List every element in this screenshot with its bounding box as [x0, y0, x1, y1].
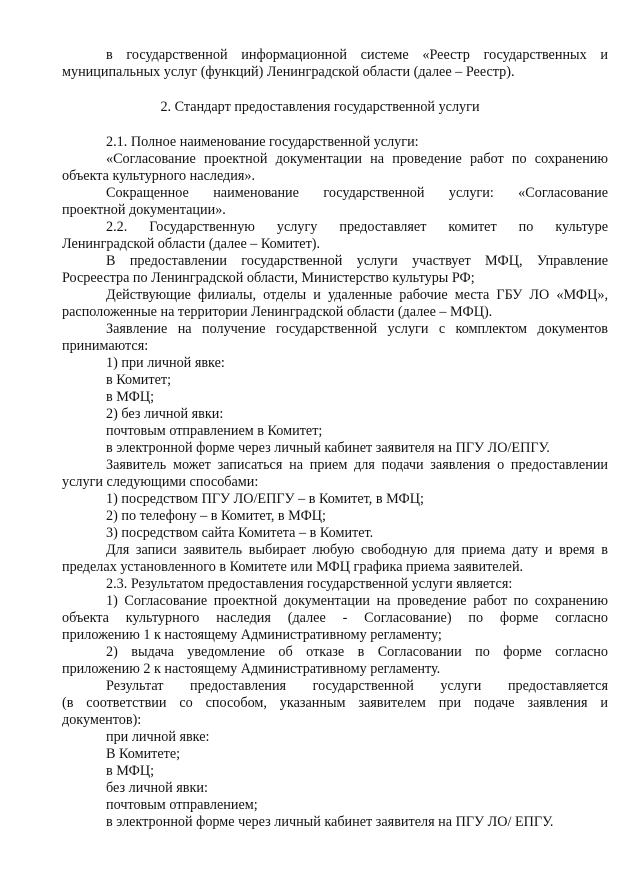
text-line: Ленинградской области (далее – Комитет).: [62, 236, 321, 252]
text-line: в МФЦ;: [106, 763, 155, 779]
text-line: в электронной форме через личный кабинет заявителя на ПГУ ЛО/ЕПГУ.: [106, 440, 550, 456]
text-line: Росреестра по Ленинградской области, Министерство культуры РФ;: [62, 270, 475, 286]
text-line: 3) посредством сайта Комитета – в Комитет.: [106, 525, 374, 541]
text-line: Для записи заявитель выбирает любую свободную для приема дату и время в: [106, 542, 608, 558]
text-line: муниципальных услуг (функций) Ленинградской области (далее – Реестр).: [62, 64, 515, 80]
text-line: Заявитель может записаться на прием для подачи заявления о предоставлении: [106, 457, 608, 473]
text-line: 1) при личной явке:: [106, 355, 225, 371]
text-line: пределах установленного в Комитете или МФЦ графика приема заявителей.: [62, 559, 524, 575]
text-line: Действующие филиалы, отделы и удаленные рабочие места ГБУ ЛО «МФЦ»,: [106, 287, 608, 303]
text-line: в МФЦ;: [106, 389, 155, 405]
text-line: без личной явки:: [106, 780, 208, 796]
text-line: «Согласование проектной документации на проведение работ по сохранению: [106, 151, 608, 167]
text-line: услуги следующими способами:: [62, 474, 259, 490]
text-line: 2.3. Результатом предоставления государственной услуги является:: [106, 576, 513, 592]
text-line: Сокращенное наименование государственной услуги: «Согласование: [106, 185, 608, 201]
text-line: 1) посредством ПГУ ЛО/ЕПГУ – в Комитет, в МФЦ;: [106, 491, 424, 507]
text-line: документов):: [62, 712, 142, 728]
text-line: Результат предоставления государственной услуги предоставляется: [106, 678, 608, 694]
text-line: при личной явке:: [106, 729, 210, 745]
text-line: приложению 1 к настоящему Административному регламенту;: [62, 627, 442, 643]
text-line: почтовым отправлением в Комитет;: [106, 423, 323, 439]
text-line: в Комитет;: [106, 372, 172, 388]
text-line: приложению 2 к настоящему Административному регламенту.: [62, 661, 441, 677]
text-line: проектной документации».: [62, 202, 226, 218]
text-line: 2.1. Полное наименование государственной услуги:: [106, 134, 419, 150]
text-line: 2) без личной явки:: [106, 406, 224, 422]
text-line: В предоставлении государственной услуги участвует МФЦ, Управление: [106, 253, 608, 269]
text-line: Заявление на получение государственной услуги с комплектом документов: [106, 321, 608, 337]
text-line: расположенные на территории Ленинградской области (далее – МФЦ).: [62, 304, 493, 320]
text-line: почтовым отправлением;: [106, 797, 258, 813]
text-line: принимаются:: [62, 338, 149, 354]
text-line: объекта культурного наследия (далее - Согласование) по форме согласно: [62, 610, 608, 626]
text-line: в государственной информационной системе «Реестр государственных и: [106, 47, 608, 63]
text-line: объекта культурного наследия».: [62, 168, 256, 184]
section-heading: 2. Стандарт предоставления государственной услуги: [160, 99, 480, 115]
text-line: 2) по телефону – в Комитет, в МФЦ;: [106, 508, 326, 524]
text-line: 2) выдача уведомление об отказе в Согласовании по форме согласно: [106, 644, 608, 660]
text-line: В Комитете;: [106, 746, 181, 762]
text-line: 2.2. Государственную услугу предоставляет комитет по культуре: [106, 219, 608, 235]
text-line: 1) Согласование проектной документации на проведение работ по сохранению: [106, 593, 608, 609]
text-line: в электронной форме через личный кабинет заявителя на ПГУ ЛО/ ЕПГУ.: [106, 814, 554, 830]
text-line: (в соответствии со способом, указанным заявителем при подаче заявления и: [62, 695, 608, 711]
